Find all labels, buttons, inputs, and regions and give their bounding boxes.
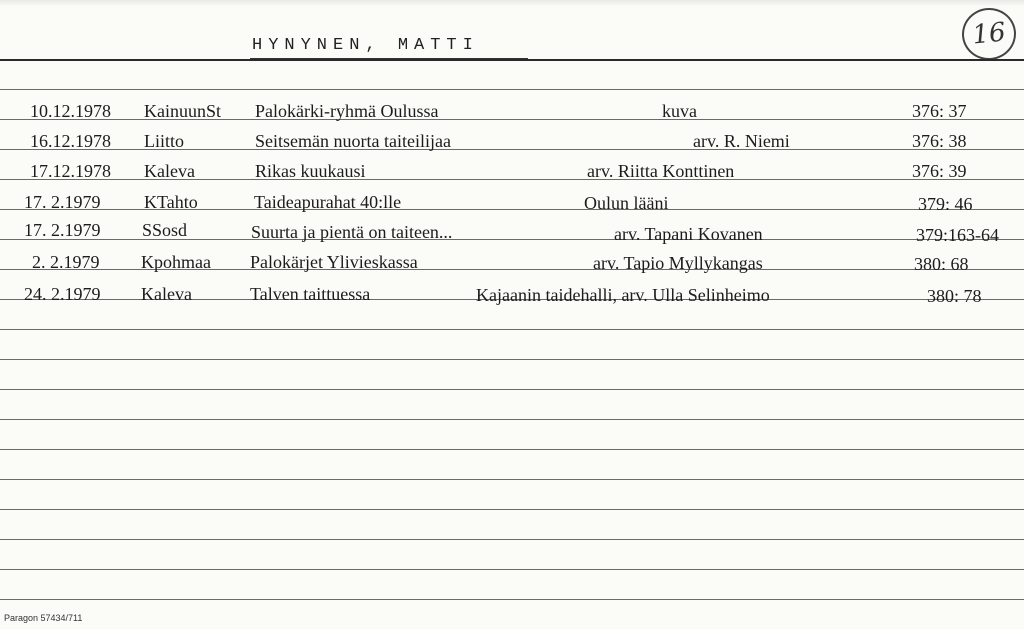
rule bbox=[0, 479, 1024, 480]
header-rule bbox=[0, 59, 1024, 61]
entry-date: 17. 2.1979 bbox=[24, 192, 101, 212]
entry-source: SSosd bbox=[142, 220, 188, 240]
entry-date: 17. 2.1979 bbox=[24, 220, 101, 240]
card-top-edge bbox=[0, 0, 1024, 6]
rule bbox=[0, 419, 1024, 420]
card-footer: Paragon 57434/711 bbox=[4, 613, 83, 623]
rule bbox=[0, 329, 1024, 330]
entry-title: Palokärki-ryhmä Oulussa bbox=[255, 101, 439, 121]
entry-note: arv. Tapani Kovanen bbox=[614, 224, 763, 244]
entry-source: Kpohmaa bbox=[141, 252, 211, 272]
rule bbox=[0, 389, 1024, 390]
entry-ref: 380: 68 bbox=[914, 254, 969, 274]
entry-ref: 379: 46 bbox=[918, 194, 973, 214]
entry-title: Seitsemän nuorta taiteilijaa bbox=[255, 131, 451, 151]
entry-date: 10.12.1978 bbox=[30, 101, 111, 121]
entry-source: KainuunSt bbox=[144, 101, 222, 121]
entry-note: arv. R. Niemi bbox=[693, 131, 790, 151]
entry-title: Palokärjet Ylivieskassa bbox=[250, 252, 418, 272]
entry-ref: 380: 78 bbox=[927, 286, 982, 306]
entry-source: KTahto bbox=[144, 192, 198, 212]
entry-note: Oulun lääni bbox=[584, 193, 669, 213]
entry-note: arv. Tapio Myllykangas bbox=[593, 253, 763, 273]
entry-ref: 379:163-64 bbox=[916, 225, 999, 245]
rule bbox=[0, 539, 1024, 540]
entry-date: 2. 2.1979 bbox=[32, 252, 100, 272]
entry-title: Suurta ja pientä on taiteen... bbox=[251, 222, 453, 242]
rule bbox=[0, 359, 1024, 360]
rule bbox=[0, 89, 1024, 90]
entry-ref: 376: 38 bbox=[912, 131, 967, 151]
entry-source: Kaleva bbox=[144, 161, 195, 181]
entry-date: 16.12.1978 bbox=[30, 131, 111, 151]
rule bbox=[0, 449, 1024, 450]
entry-source: Kaleva bbox=[141, 284, 192, 304]
card-number-circle bbox=[959, 5, 1018, 62]
rule bbox=[0, 509, 1024, 510]
entry-title: Rikas kuukausi bbox=[255, 161, 366, 181]
entry-note: Kajaanin taidehalli, arv. Ulla Selinheimo bbox=[476, 285, 770, 305]
entry-note: arv. Riitta Konttinen bbox=[587, 161, 735, 181]
entry-date: 17.12.1978 bbox=[30, 161, 111, 181]
entry-ref: 376: 39 bbox=[912, 161, 967, 181]
rule bbox=[0, 599, 1024, 600]
entry-title: Talven taittuessa bbox=[250, 284, 371, 304]
entry-note: kuva bbox=[662, 101, 697, 121]
entry-ref: 376: 37 bbox=[912, 101, 967, 121]
entry-title: Taideapurahat 40:lle bbox=[254, 192, 402, 212]
entry-source: Liitto bbox=[144, 131, 184, 151]
card-number: 16 bbox=[970, 17, 1008, 51]
card-title: HYNYNEN, MATTI bbox=[252, 36, 479, 55]
rule bbox=[0, 569, 1024, 570]
entry-date: 24. 2.1979 bbox=[24, 284, 101, 304]
